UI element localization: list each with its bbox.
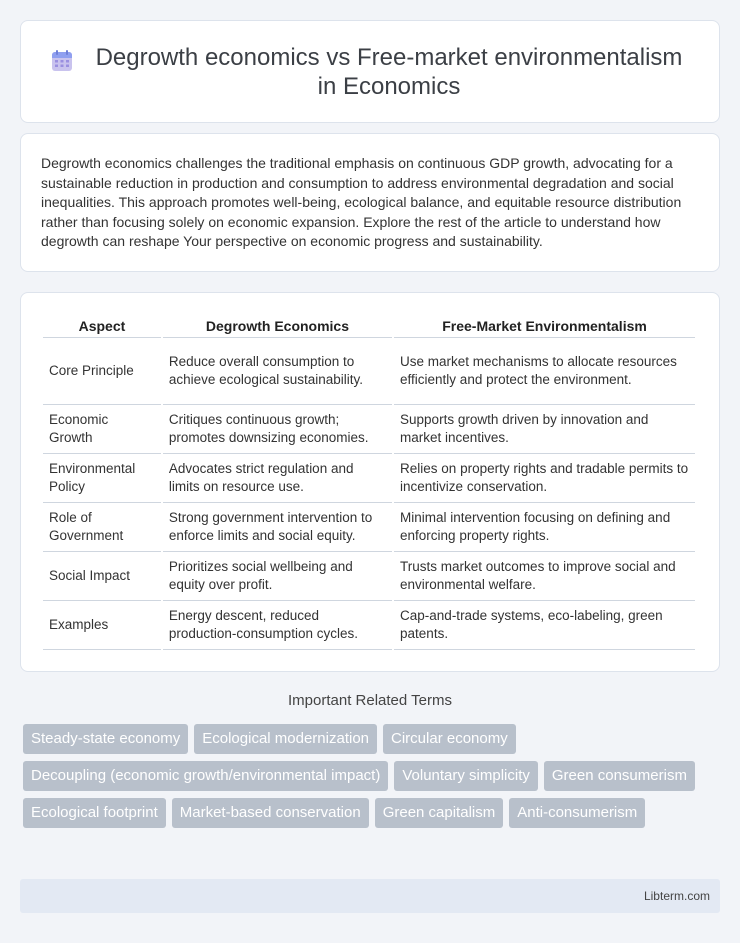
footer-brand-link[interactable]: Libterm.com xyxy=(643,889,710,903)
column-header-free-market: Free-Market Environmentalism xyxy=(394,313,695,338)
table-cell: Reduce overall consumption to achieve ecological sustainability. xyxy=(163,338,392,405)
table-row xyxy=(43,503,695,552)
related-term-tag[interactable]: Voluntary simplicity xyxy=(394,761,538,791)
table-cell: Environmental Policy xyxy=(43,454,161,503)
table-header-row xyxy=(43,313,695,338)
table-cell: Critiques continuous growth; promotes downsizing economies. xyxy=(163,405,392,454)
related-term-tag[interactable]: Anti-consumerism xyxy=(509,798,645,828)
table-cell: Trusts market outcomes to improve social and environmental welfare. xyxy=(394,552,695,601)
intro-card xyxy=(20,133,720,272)
table-row xyxy=(43,601,695,650)
related-term-tag[interactable]: Green capitalism xyxy=(375,798,504,828)
related-term-tag[interactable]: Market-based conservation xyxy=(172,798,369,828)
table-cell: Supports growth driven by innovation and market incentives. xyxy=(394,405,695,454)
column-header-degrowth: Degrowth Economics xyxy=(163,313,392,338)
table-row xyxy=(43,405,695,454)
related-term-tag[interactable]: Decoupling (economic growth/environmental impact) xyxy=(23,761,388,791)
related-term-tag[interactable]: Green consumerism xyxy=(544,761,695,791)
table-cell: Minimal intervention focusing on defining and enforcing property rights. xyxy=(394,503,695,552)
related-term-tag[interactable]: Steady-state economy xyxy=(23,724,188,754)
related-terms-list xyxy=(23,724,723,828)
table-row xyxy=(43,338,695,405)
table-cell: Strong government intervention to enforce limits and social equity. xyxy=(163,503,392,552)
related-term-tag[interactable]: Ecological modernization xyxy=(194,724,377,754)
calendar-icon xyxy=(50,49,74,73)
table-cell: Cap-and-trade systems, eco-labeling, green patents. xyxy=(394,601,695,650)
comparison-table xyxy=(41,313,697,650)
column-header-aspect: Aspect xyxy=(43,313,161,338)
table-cell: Energy descent, reduced production-consumption cycles. xyxy=(163,601,392,650)
table-row xyxy=(43,552,695,601)
title-card xyxy=(20,20,720,123)
table-cell: Role of Government xyxy=(43,503,161,552)
page-title: Degrowth economics vs Free-market environmentalism in Economics xyxy=(95,43,683,100)
table-cell: Use market mechanisms to allocate resources efficiently and protect the environment. xyxy=(394,338,695,405)
table-row xyxy=(43,454,695,503)
comparison-table-card xyxy=(20,292,720,672)
table-cell: Relies on property rights and tradable permits to incentivize conservation. xyxy=(394,454,695,503)
table-cell: Prioritizes social wellbeing and equity over profit. xyxy=(163,552,392,601)
related-term-tag[interactable]: Ecological footprint xyxy=(23,798,166,828)
related-terms-heading: Important Related Terms xyxy=(288,692,452,709)
table-cell: Advocates strict regulation and limits on resource use. xyxy=(163,454,392,503)
footer xyxy=(20,879,720,913)
related-term-tag[interactable]: Circular economy xyxy=(383,724,516,754)
table-cell: Examples xyxy=(43,601,161,650)
table-cell: Social Impact xyxy=(43,552,161,601)
table-cell: Economic Growth xyxy=(43,405,161,454)
table-cell: Core Principle xyxy=(43,338,161,405)
intro-paragraph: Degrowth economics challenges the traditional emphasis on continuous GDP growth, advocating for a sustainable reduction in production and consumption to address environmental degradation and social inequalities. This approach promotes well-being, ecological balance, and equitable resource distribution rather than focusing solely on economic expansion. Explore the rest of the article to understand how degrowth can reshape Your perspective on economic progress and sustainability. xyxy=(41,155,682,249)
